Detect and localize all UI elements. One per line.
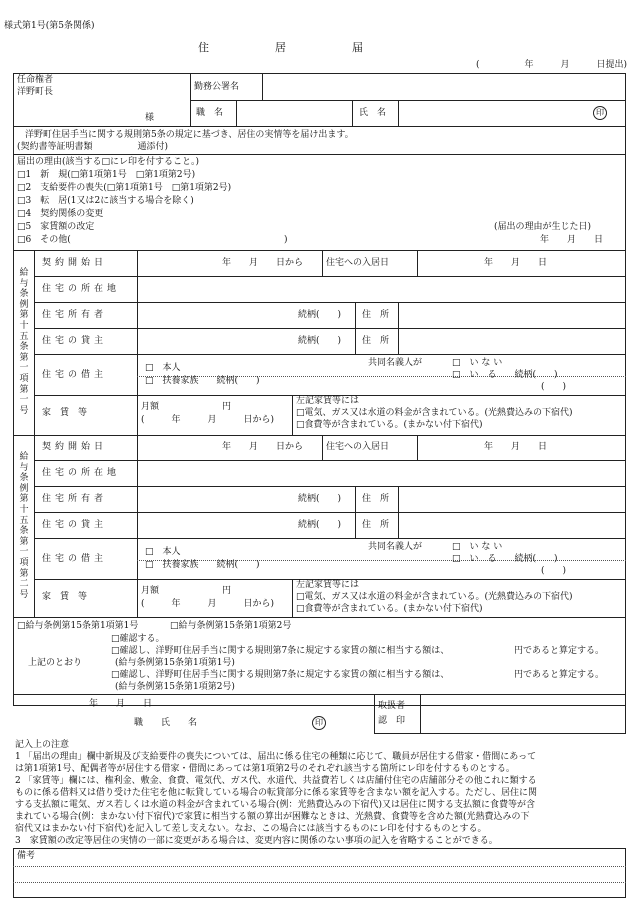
s1-monthly[interactable]: 月額 円 [141,402,232,412]
note-1-line-2: は第1項第1号、配偶者等が居住する借家・借間にあっては第1項第2号のそれぞれ該当する箇所にレ印を付するものとする。 [15,764,515,774]
s1-owner-label: 住宅所有者 [42,310,108,320]
s2-lender-relation[interactable]: 続柄( ) [298,520,342,530]
name-label: 氏 名 [359,108,387,118]
cert-option-1[interactable]: □給与条例第15条第1項第1号 [17,621,139,631]
post-label: 職 名 [196,108,224,118]
s2-owner-label: 住宅所有者 [42,494,108,504]
cert-calc-1-ref: (給与条例第15条第1項第1号) [115,658,235,668]
form-number: 様式第1号(第5条関係) [4,21,95,31]
note-3: 3 家賃額の改定等居住の実情の一部に変更がある場合は、変更内容に関係のない事項の記入を省略することができる。 [15,836,498,846]
section1-label: 給与条例第十五条第一項第一号 [19,268,29,416]
s1-contract-start-date[interactable]: 年 月 日から [222,258,304,268]
s2-owner-relation[interactable]: 続柄( ) [298,494,342,504]
s2-included-label: 左記家賃等には [296,580,360,590]
s1-move-in-date[interactable]: 年 月 日 [484,258,548,268]
notes-title: 記入上の注意 [15,740,70,750]
s2-move-in-label: 住宅への入居日 [326,442,390,452]
cert-calc-1-unit: 円であると算定する。 [514,646,605,656]
s2-joint-label: 共同名義人が [368,542,423,552]
s2-lender-label: 住宅の貸主 [42,520,108,530]
s2-joint-none[interactable]: □ い な い [452,542,503,552]
s1-location-label: 住宅の所在地 [42,284,121,294]
reason-new[interactable]: □1 新 規(□第1項第1号 □第1項第2号) [17,170,196,180]
cert-seal-icon: 印 [312,716,326,730]
note-2-line-4: まれている場合(例：まかない付下宿代)で家賃に相当する額の算出が困難なときは、光熱費、食費等を含めた額(光熱費込みの下 [15,812,530,822]
s2-contract-start-date[interactable]: 年 月 日から [222,442,304,452]
remarks-label: 備考 [17,851,36,861]
cert-calc-1[interactable]: □確認し、洋野町住居手当に関する規則第7条に規定する家賃の額に相当する額は、 [111,646,450,656]
s2-joint-exists[interactable]: □ い る 続柄( ) [452,554,558,564]
s1-owner-relation[interactable]: 続柄( ) [298,310,342,320]
reason-date-label: (届出の理由が生じた日) [494,222,592,232]
s2-move-in-date[interactable]: 年 月 日 [484,442,548,452]
s1-move-in-label: 住宅への入居日 [326,258,390,268]
honorific: 様 [145,113,155,123]
note-2-line-1: 2 「家賃等」欄には、権利金、敷金、食費、電気代、ガス代、水道代、共益費若しくは店舗付住宅の店舗部分その他これに類する [15,776,537,786]
cert-label: 上記のとおり [28,658,83,668]
office-label: 勤務公署名 [194,82,240,92]
s1-included-label: 左記家賃等には [296,396,360,406]
cert-calc-2[interactable]: □確認し、洋野町住居手当に関する規則第7条に規定する家賃の額に相当する額は、 [111,670,450,680]
post-field[interactable] [240,104,348,122]
reason-other-close: ) [284,235,288,245]
reason-contract-change[interactable]: □4 契約関係の変更 [17,209,104,219]
s2-location-label: 住宅の所在地 [42,468,121,478]
reason-rent-revision[interactable]: □5 家賃額の改定 [17,222,95,232]
s1-joint-label: 共同名義人が [368,358,423,368]
section2-label: 給与条例第十五条第一項第二号 [19,452,29,600]
office-field[interactable] [268,80,622,96]
s1-lender-relation[interactable]: 続柄( ) [298,336,342,346]
name-field[interactable] [402,104,582,122]
s1-joint-none[interactable]: □ い な い [452,358,503,368]
s1-owner-address-label: 住 所 [362,310,390,320]
s2-owner-address-label: 住 所 [362,494,390,504]
s1-self-checkbox[interactable]: □ 本人 [145,363,181,373]
reason-header: 届出の理由(該当する□にレ印を付すること。) [17,157,200,167]
note-2-line-2: ものに係る借料又は借り受けた住宅を他に転貸している場合の転貸部分に係る家賃等を含まない額を記入する。ただし、居住に関 [15,788,538,798]
cert-date[interactable]: 年 月 日 [89,699,153,709]
s1-joint-paren: ( ) [541,382,567,392]
s2-joint-paren: ( ) [541,566,567,576]
s2-monthly-from[interactable]: ( 年 月 日から) [141,599,275,609]
note-1-line-1: 1 「届出の理由」欄中新規及び支給要件の喪失については、届出に係る住宅の種類に応じて、職員が居住する借家・借間にあって [15,752,537,762]
cert-calc-2-ref: (給与条例第15条第1項第2号) [115,682,235,692]
handler-seal-field[interactable] [424,698,622,730]
note-2-line-3: する支払額に電気、ガス若しくは水道の料金が含まれている場合(例：光熱費込みの下宿代)又は居住に関する支払額に食費等が含 [15,800,536,810]
s1-joint-exists[interactable]: □ い る 続柄( ) [452,370,558,380]
cert-official-label: 職 氏 名 [134,718,198,728]
s1-rent-label: 家賃等 [42,408,97,418]
attachment-note: (契約書等証明書類 通添付) [17,142,169,152]
cert-option-2[interactable]: □給与条例第15条第1項第2号 [170,621,292,631]
reason-date[interactable]: 年 月 日 [540,235,604,245]
s2-borrower-label: 住宅の借主 [42,554,108,564]
reason-move[interactable]: □3 転 居(1又は2に該当する場合を除く) [17,196,194,206]
s2-self-checkbox[interactable]: □ 本人 [145,547,181,557]
authority-name: 洋野町長 [17,87,54,97]
reason-loss[interactable]: □2 支給要件の喪失(□第1項第1号 □第1項第2号) [17,183,232,193]
note-2-line-5: 宿代又はまかない付下宿代)を記入して差し支えない。なお、この場合には該当するものにレ印を付するものとする。 [15,824,487,834]
s2-dependent-checkbox[interactable]: □ 扶養家族 続柄( ) [145,560,260,570]
s2-monthly[interactable]: 月額 円 [141,586,232,596]
cert-calc-2-unit: 円であると算定する。 [514,670,605,680]
seal-icon: 印 [593,106,607,120]
cert-confirmed[interactable]: □確認する。 [111,634,165,644]
reason-other[interactable]: □6 その他( [17,235,71,245]
form-title: 住 居 届 [198,41,363,54]
s1-food-checkbox[interactable]: □食費等が含まれている。(まかない付下宿代) [296,420,483,430]
s1-borrower-label: 住宅の借主 [42,370,108,380]
handler-seal-label: 認 印 [378,716,406,726]
s1-lender-label: 住宅の貸主 [42,336,108,346]
declaration-text: 洋野町住居手当に関する規則第5条の規定に基づき、居住の実情等を届け出ます。 [25,130,354,140]
remarks-box[interactable] [13,848,626,898]
s1-dependent-checkbox[interactable]: □ 扶養家族 続柄( ) [145,376,260,386]
s1-contract-start-label: 契約開始日 [42,258,108,268]
s2-food-checkbox[interactable]: □食費等が含まれている。(まかない付下宿代) [296,604,483,614]
submission-date[interactable]: ( 年 月 日提出) [476,60,628,70]
handler-label: 取扱者 [378,701,406,711]
s1-utility-checkbox[interactable]: □電気、ガス又は水道の料金が含まれている。(光熱費込みの下宿代) [296,408,573,418]
s1-lender-address-label: 住 所 [362,336,390,346]
s1-location-field[interactable] [141,280,622,298]
s2-rent-label: 家賃等 [42,592,97,602]
s2-utility-checkbox[interactable]: □電気、ガス又は水道の料金が含まれている。(光熱費込みの下宿代) [296,592,573,602]
s2-contract-start-label: 契約開始日 [42,442,108,452]
s2-lender-address-label: 住 所 [362,520,390,530]
s1-monthly-from[interactable]: ( 年 月 日から) [141,415,275,425]
authority-label: 任命権者 [17,75,54,85]
s2-location-field[interactable] [141,464,622,482]
